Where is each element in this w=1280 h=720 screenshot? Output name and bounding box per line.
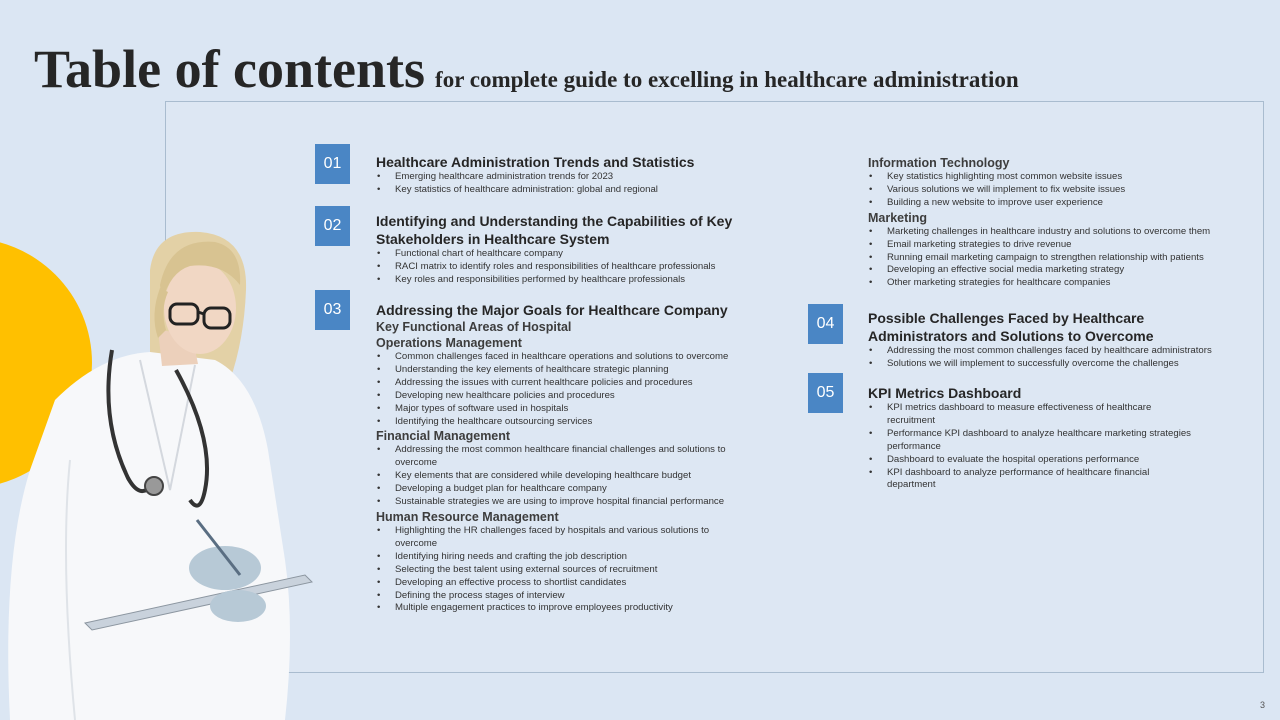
list-item: • Marketing challenges in healthcare industry and solutions to overcome them	[868, 226, 1263, 239]
list-item: • Selecting the best talent using external sources of recruitment	[376, 564, 736, 577]
financial-bullets	[376, 444, 736, 509]
list-item: • Highlighting the HR challenges faced by hospitals and various solutions to overcome	[376, 525, 736, 551]
list-item: • Understanding the key elements of healthcare strategic planning	[376, 364, 736, 377]
list-item: • Developing an effective social media marketing strategy	[868, 264, 1263, 277]
page-title	[34, 38, 1019, 100]
list-item: • KPI dashboard to analyze performance of healthcare financial department	[868, 467, 1198, 493]
list-item: • Developing new healthcare policies and procedures	[376, 390, 736, 403]
section-04-heading-line1: Possible Challenges Faced by Healthcare	[868, 310, 1145, 326]
list-item: • Building a new website to improve user experience	[868, 197, 1263, 210]
group-title-it: Information Technology	[868, 156, 1010, 170]
list-item: • Dashboard to evaluate the hospital operations performance	[868, 454, 1198, 467]
section-03-heading: Addressing the Major Goals for Healthcare Company	[376, 302, 728, 318]
list-item: • Various solutions we will implement to fix website issues	[868, 184, 1263, 197]
section-04-heading-line2: Administrators and Solutions to Overcome	[868, 328, 1154, 344]
section-04	[868, 309, 1268, 371]
list-item: • Addressing the issues with current healthcare policies and procedures	[376, 377, 736, 390]
list-item: • Developing a budget plan for healthcare company	[376, 483, 736, 496]
list-item: • Key statistics of healthcare administration: global and regional	[376, 184, 796, 197]
doctor-illustration	[0, 230, 330, 720]
section-01-heading: Healthcare Administration Trends and Statistics	[376, 154, 695, 170]
list-item: • Addressing the most common challenges faced by healthcare administrators	[868, 345, 1268, 358]
section-02	[376, 212, 796, 287]
section-number-02: 02	[315, 206, 350, 246]
section-number-03: 03	[315, 290, 350, 330]
list-item: • Solutions we will implement to successfully overcome the challenges	[868, 358, 1268, 371]
list-item: • Functional chart of healthcare company	[376, 248, 796, 261]
list-item: • Identifying the healthcare outsourcing services	[376, 416, 736, 429]
list-item: • Email marketing strategies to drive revenue	[868, 239, 1263, 252]
hr-bullets	[376, 525, 736, 615]
list-item: • Emerging healthcare administration trends for 2023	[376, 171, 796, 184]
section-number-05: 05	[808, 373, 843, 413]
list-item: • Common challenges faced in healthcare operations and solutions to overcome	[376, 351, 736, 364]
list-item: • Sustainable strategies we are using to improve hospital financial performance	[376, 496, 736, 509]
list-item: • Identifying hiring needs and crafting the job description	[376, 551, 736, 564]
list-item: • Other marketing strategies for healthcare companies	[868, 277, 1263, 290]
section-number-04: 04	[808, 304, 843, 344]
list-item: • Developing an effective process to shortlist candidates	[376, 577, 736, 590]
list-item: • Multiple engagement practices to improve employees productivity	[376, 602, 736, 615]
list-item: • Addressing the most common healthcare financial challenges and solutions to overcome	[376, 444, 736, 470]
it-bullets	[868, 171, 1263, 210]
group-title-marketing: Marketing	[868, 210, 928, 225]
section-05-bullets	[868, 402, 1198, 492]
list-item: • Running email marketing campaign to strengthen relationship with patients	[868, 252, 1263, 265]
group-title-financial: Financial Management	[376, 429, 511, 444]
list-item: • Defining the process stages of interview	[376, 590, 736, 603]
section-01	[376, 153, 796, 197]
list-item: • KPI metrics dashboard to measure effectiveness of healthcare recruitment	[868, 402, 1198, 428]
section-02-heading-line2: Stakeholders in Healthcare System	[376, 231, 610, 247]
page-number: 3	[1259, 700, 1265, 710]
operations-bullets	[376, 351, 736, 428]
title-subtitle: for complete guide to excelling in healthcare administration	[435, 67, 1019, 92]
section-05-heading: KPI Metrics Dashboard	[868, 385, 1022, 401]
section-01-bullets	[376, 171, 796, 197]
list-item: • Key statistics highlighting most common website issues	[868, 171, 1263, 184]
marketing-bullets	[868, 226, 1263, 291]
section-03	[376, 301, 736, 615]
list-item: • Key elements that are considered while developing healthcare budget	[376, 470, 736, 483]
list-item: • RACI matrix to identify roles and responsibilities of healthcare professionals	[376, 261, 796, 274]
section-05	[868, 384, 1263, 492]
list-item: • Performance KPI dashboard to analyze healthcare marketing strategies performance	[868, 428, 1198, 454]
group-title-hr: Human Resource Management	[376, 509, 559, 524]
list-item: • Major types of software used in hospitals	[376, 403, 736, 416]
list-item: • Key roles and responsibilities performed by healthcare professionals	[376, 274, 796, 287]
section-03-continued	[868, 155, 1263, 290]
section-03-subheading: Key Functional Areas of Hospital	[376, 320, 572, 334]
section-04-bullets	[868, 345, 1268, 371]
section-02-heading-line1: Identifying and Understanding the Capabilities of Key	[376, 213, 733, 229]
section-02-bullets	[376, 248, 796, 287]
group-title-operations: Operations Management	[376, 336, 522, 350]
title-main: Table of contents	[34, 39, 426, 99]
section-number-01: 01	[315, 144, 350, 184]
